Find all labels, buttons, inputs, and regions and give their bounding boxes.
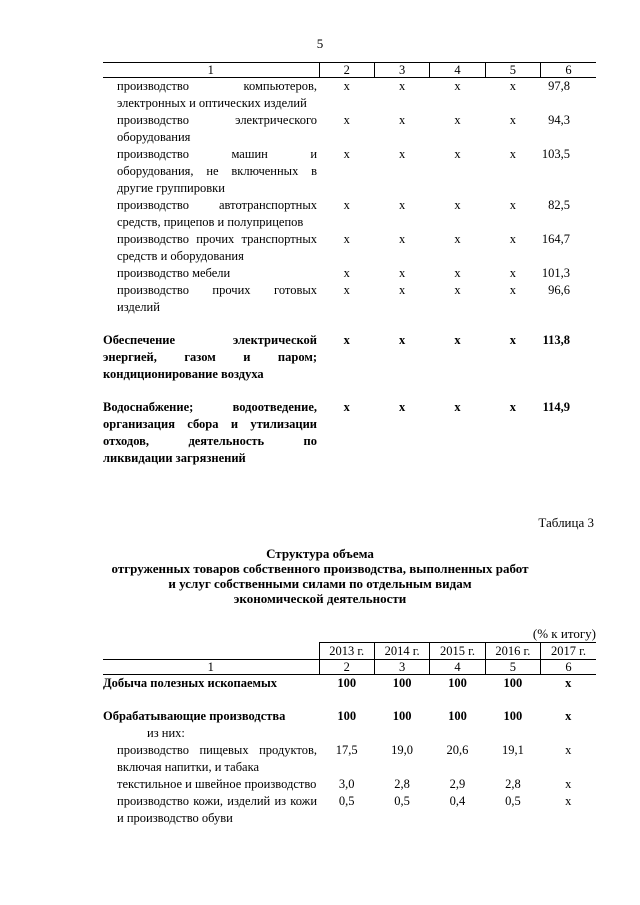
cell: x	[398, 147, 406, 161]
cell: x	[509, 266, 516, 280]
col-num-6: 6	[541, 63, 596, 78]
cell: 0,4	[449, 794, 466, 808]
row-label: производство прочих готовых изделий	[117, 283, 318, 314]
spacer-row	[103, 692, 596, 708]
row-label: производство пищевых продуктов, включая напитки, и табака	[117, 743, 318, 774]
col-num-2: 2	[319, 660, 374, 675]
cell: x	[509, 198, 516, 212]
cell: x	[343, 198, 350, 212]
cell: x	[398, 283, 406, 297]
cell: x	[454, 113, 461, 127]
header-blank	[103, 643, 319, 660]
cell: x	[454, 232, 461, 246]
table-row	[103, 231, 596, 265]
cell: x	[343, 113, 350, 127]
title-line: и услуг собственными силами по отдельным видам	[168, 576, 472, 591]
cell: x	[343, 266, 350, 280]
title-line: Структура объема	[266, 546, 374, 561]
col-num-5: 5	[485, 660, 540, 675]
year-header-row	[103, 643, 596, 660]
cell: x	[343, 333, 350, 347]
row-label: производство электрического оборудования	[117, 113, 318, 144]
table-continued	[103, 62, 596, 467]
row-label: Обрабатывающие производства	[103, 709, 286, 723]
of-which-label: из них:	[147, 726, 185, 740]
col-num-4: 4	[430, 63, 485, 78]
cell: 100	[503, 709, 523, 723]
row-label: производство машин и оборудования, не включенных в другие группировки	[117, 147, 318, 195]
table-row	[103, 725, 596, 742]
year-header: 2015 г.	[430, 643, 485, 660]
cell: x	[454, 147, 461, 161]
cell: x	[454, 79, 461, 93]
cell: 20,6	[446, 743, 469, 757]
cell: 0,5	[505, 794, 521, 808]
row-label: производство компьютеров, электронных и оптических изделий	[117, 79, 318, 110]
table-row	[103, 742, 596, 776]
cell: x	[509, 333, 516, 347]
cell: x	[454, 266, 461, 280]
cell: x	[509, 113, 516, 127]
cell: 2,8	[394, 777, 410, 791]
table-row	[103, 282, 596, 316]
cell: x	[454, 198, 461, 212]
cell: x	[343, 400, 350, 414]
spacer-row	[103, 316, 596, 332]
table-row	[103, 197, 596, 231]
cell: 113,8	[542, 333, 570, 347]
cell: 100	[392, 709, 412, 723]
cell: x	[343, 283, 350, 297]
cell: x	[509, 232, 516, 246]
cell: 100	[337, 709, 357, 723]
cell: 114,9	[542, 400, 570, 414]
table-row	[103, 776, 596, 793]
cell: x	[398, 232, 406, 246]
column-number-row	[103, 660, 596, 675]
cell: 100	[337, 676, 357, 690]
table-row	[103, 112, 596, 146]
cell: 100	[503, 676, 523, 690]
unit-note: (% к итогу)	[532, 626, 596, 641]
cell: 97,8	[548, 79, 570, 93]
cell: 2,8	[505, 777, 521, 791]
year-header: 2017 г.	[541, 643, 596, 660]
row-label: Водоснабжение; водоотведение, организация сбора и утилизации отходов, деятельность по ликвидации загрязнений	[103, 400, 318, 465]
cell: 0,5	[338, 794, 355, 808]
table-row	[103, 332, 596, 383]
cell: x	[343, 147, 350, 161]
cell: 94,3	[548, 113, 570, 127]
table-row	[103, 399, 596, 467]
cell: 19,1	[501, 743, 524, 757]
page-number: 5	[316, 36, 324, 51]
table-row	[103, 675, 596, 693]
cell: 19,0	[391, 743, 414, 757]
cell: 96,6	[548, 283, 570, 297]
title-line: экономической деятельности	[233, 591, 407, 606]
row-label: Обеспечение электрической энергией, газом и паром; кондиционирование воздуха	[103, 333, 318, 381]
table-label: Таблица 3	[538, 515, 594, 530]
col-num-6: 6	[541, 660, 596, 675]
title-line: отгруженных товаров собственного производства, выполненных работ	[111, 561, 529, 576]
cell: x	[398, 79, 406, 93]
col-num-1: 1	[103, 660, 319, 675]
cell: 100	[448, 709, 467, 723]
cell: 100	[392, 676, 412, 690]
row-label: производство автотранспортных средств, прицепов и полуприцепов	[117, 198, 318, 229]
cell: 103,5	[541, 147, 570, 161]
cell: x	[454, 400, 461, 414]
col-num-5: 5	[485, 63, 540, 78]
row-label: производство мебели	[117, 266, 231, 280]
table-row	[103, 793, 596, 827]
col-num-3: 3	[374, 660, 429, 675]
cell: 17,5	[335, 743, 358, 757]
cell: x	[454, 333, 461, 347]
spacer-row	[103, 383, 596, 399]
cell: x	[454, 283, 461, 297]
cell: x	[565, 676, 572, 690]
cell: x	[509, 400, 516, 414]
cell: x	[398, 400, 406, 414]
row-label: текстильное и швейное производство	[117, 777, 317, 791]
structure-table	[103, 642, 596, 827]
cell: x	[565, 709, 572, 723]
cell: 82,5	[548, 198, 570, 212]
cell: 100	[448, 676, 467, 690]
table-title	[0, 546, 640, 606]
row-label: Добыча полезных ископаемых	[103, 676, 278, 690]
cell: 0,5	[394, 794, 410, 808]
col-num-2: 2	[319, 63, 374, 78]
col-num-3: 3	[374, 63, 429, 78]
table-row	[103, 708, 596, 725]
cell: 3,0	[338, 777, 355, 791]
row-label: производство кожи, изделий из кожи и производство обуви	[117, 794, 318, 825]
year-header: 2013 г.	[319, 643, 374, 660]
cell: x	[509, 147, 516, 161]
col-num-1: 1	[103, 63, 319, 78]
cell: x	[343, 232, 350, 246]
cell: x	[398, 198, 406, 212]
cell: x	[398, 333, 406, 347]
cell: x	[565, 777, 572, 791]
cell: x	[509, 283, 516, 297]
cell: x	[398, 113, 406, 127]
cell: 164,7	[541, 232, 570, 246]
cell: 101,3	[541, 266, 570, 280]
row-label: производство прочих транспортных средств и оборудования	[117, 232, 318, 263]
cell: x	[398, 266, 406, 280]
table-row	[103, 78, 596, 113]
table-row	[103, 265, 596, 282]
cell: x	[343, 79, 350, 93]
table-header-row	[103, 63, 596, 78]
cell: x	[509, 79, 516, 93]
cell: x	[565, 743, 572, 757]
year-header: 2016 г.	[485, 643, 540, 660]
cell: 2,9	[449, 777, 466, 791]
col-num-4: 4	[430, 660, 485, 675]
table-row	[103, 146, 596, 197]
year-header: 2014 г.	[374, 643, 429, 660]
cell: x	[565, 794, 572, 808]
